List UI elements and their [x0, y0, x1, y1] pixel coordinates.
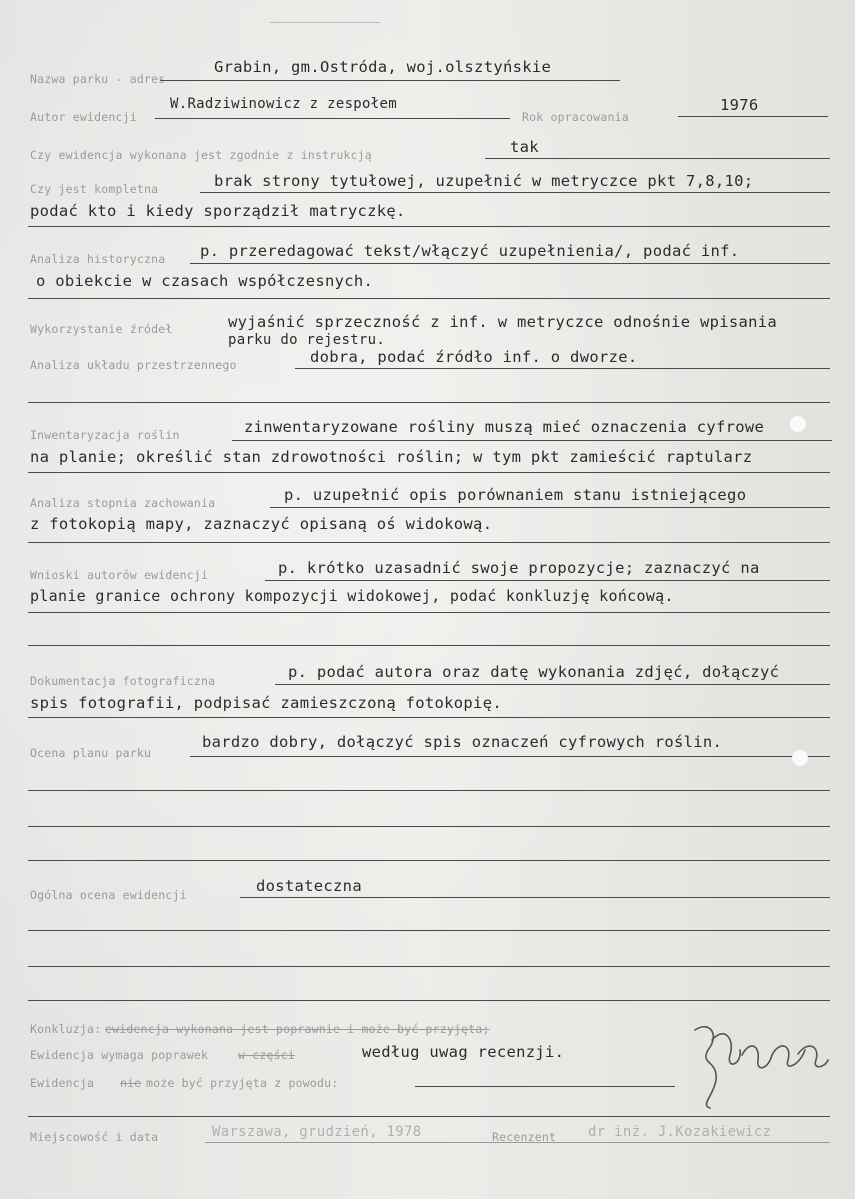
author-value: W.Radziwinowicz z zespołem — [170, 96, 397, 112]
plants-line2: na planie; określić stan zdrowotności roślin; w tym pkt zamieścić raptularz — [30, 448, 753, 466]
instruction-line — [485, 158, 830, 159]
verdict-option3-struck: nie — [120, 1076, 142, 1090]
verdict-line2 — [28, 1116, 830, 1117]
spatial-label: Analiza układu przestrzennego — [30, 358, 237, 372]
conclusions-label: Wnioski autorów ewidencji — [30, 568, 209, 582]
sources-label: Wykorzystanie źródeł — [30, 322, 173, 336]
sources-line2: parku do rejestru. — [228, 332, 386, 348]
verdict-option2-label: Ewidencja wymaga poprawek — [30, 1048, 209, 1062]
plants-label: Inwentaryzacja roślin — [30, 428, 180, 442]
verdict-option1: ewidencja wykonana jest poprawnie i może być przyjęta; — [105, 1022, 490, 1036]
spatial-line2 — [28, 402, 830, 403]
spatial-value: dobra, podać źródło inf. o dworze. — [310, 348, 638, 366]
sources-line1: wyjaśnić sprzeczność z inf. w metryczce odnośnie wpisania — [228, 313, 778, 331]
place-value: Warszawa, grudzień, 1978 — [212, 1124, 422, 1140]
place-label: Miejscowość i data — [30, 1130, 159, 1144]
overall-line — [240, 897, 830, 898]
plants-line2-rule — [28, 472, 830, 473]
verdict-option3-suffix: może być przyjęta z powodu: — [146, 1076, 339, 1090]
conclusions-line1-rule — [265, 580, 830, 581]
plants-line1: zinwentaryzowane rośliny muszą mieć oznaczenia cyfrowe — [244, 418, 765, 436]
overall-line4 — [28, 1000, 830, 1001]
photos-line2: spis fotografii, podpisać zamieszczoną fotokopię. — [30, 694, 502, 712]
park-name-line — [160, 80, 620, 81]
verdict-label: Konkluzja: — [30, 1022, 102, 1036]
punch-hole — [790, 416, 806, 432]
conclusions-line3-rule — [28, 645, 830, 646]
handwritten-signature — [680, 1010, 830, 1110]
verdict-option2-value: według uwag recenzji. — [362, 1043, 565, 1061]
plan-line2 — [28, 790, 830, 791]
instruction-value: tak — [510, 138, 539, 156]
complete-line2: podać kto i kiedy sporządził matryczkę. — [30, 202, 406, 220]
author-line — [155, 118, 510, 119]
photos-line2-rule — [28, 717, 830, 718]
park-name-label: Nazwa parku - adres — [30, 72, 166, 86]
year-value: 1976 — [720, 96, 759, 114]
preservation-line1-rule — [270, 507, 830, 508]
plants-line1-rule — [232, 440, 832, 441]
photos-line1-rule — [275, 684, 830, 685]
reviewer-value: dr inż. J.Kozakiewicz — [588, 1124, 772, 1140]
reviewer-label: Recenzent — [492, 1130, 557, 1144]
photos-label: Dokumentacja fotograficzna — [30, 674, 216, 688]
conclusions-line2-rule — [28, 612, 830, 613]
preservation-line2: z fotokopią mapy, zaznaczyć opisaną oś widokową. — [30, 515, 493, 533]
preservation-line1: p. uzupełnić opis porównaniem stanu istniejącego — [284, 486, 747, 504]
plan-value: bardzo dobry, dołączyć spis oznaczeń cyfrowych roślin. — [202, 733, 723, 751]
photos-line1: p. podać autora oraz datę wykonania zdjęć, dołączyć — [288, 663, 780, 681]
overall-line2 — [28, 930, 830, 931]
verdict-option3-line — [415, 1086, 675, 1087]
overall-value: dostateczna — [256, 877, 362, 895]
verdict-option2-struck: w części — [238, 1048, 295, 1062]
historical-line1-rule — [190, 263, 830, 264]
punch-hole — [792, 750, 808, 766]
complete-label: Czy jest kompletna — [30, 182, 159, 196]
complete-line1-rule — [200, 192, 830, 193]
spatial-line — [295, 368, 830, 369]
author-label: Autor ewidencji — [30, 110, 137, 124]
conclusions-line2: planie granice ochrony kompozycji widokowej, podać konkluzję końcową. — [30, 587, 674, 605]
year-label: Rok opracowania — [522, 110, 629, 124]
historical-label: Analiza historyczna — [30, 252, 166, 266]
overall-line3 — [28, 966, 830, 967]
preservation-line2-rule — [28, 542, 830, 543]
plan-line4 — [28, 860, 830, 861]
instruction-label: Czy ewidencja wykonana jest zgodnie z instrukcją — [30, 148, 372, 162]
conclusions-line1: p. krótko uzasadnić swoje propozycje; zaznaczyć na — [278, 559, 760, 577]
park-name-value: Grabin, gm.Ostróda, woj.olsztyńskie — [214, 58, 552, 76]
year-line — [678, 116, 828, 117]
complete-line1: brak strony tytułowej, uzupełnić w metryczce pkt 7,8,10; — [214, 172, 754, 190]
verdict-option3-prefix: Ewidencja — [30, 1076, 95, 1090]
historical-line2: o obiekcie w czasach współczesnych. — [36, 272, 374, 290]
plan-line3 — [28, 826, 830, 827]
preservation-label: Analiza stopnia zachowania — [30, 496, 216, 510]
overall-label: Ogólna ocena ewidencji — [30, 888, 187, 902]
footer-line — [205, 1142, 830, 1143]
historical-line1: p. przeredagować tekst/włączyć uzupełnienia/, podać inf. — [200, 242, 740, 260]
historical-line2-rule — [28, 298, 830, 299]
complete-line2-rule — [28, 226, 830, 227]
plan-line — [190, 756, 830, 757]
header-mark — [270, 22, 380, 23]
plan-label: Ocena planu parku — [30, 746, 152, 760]
